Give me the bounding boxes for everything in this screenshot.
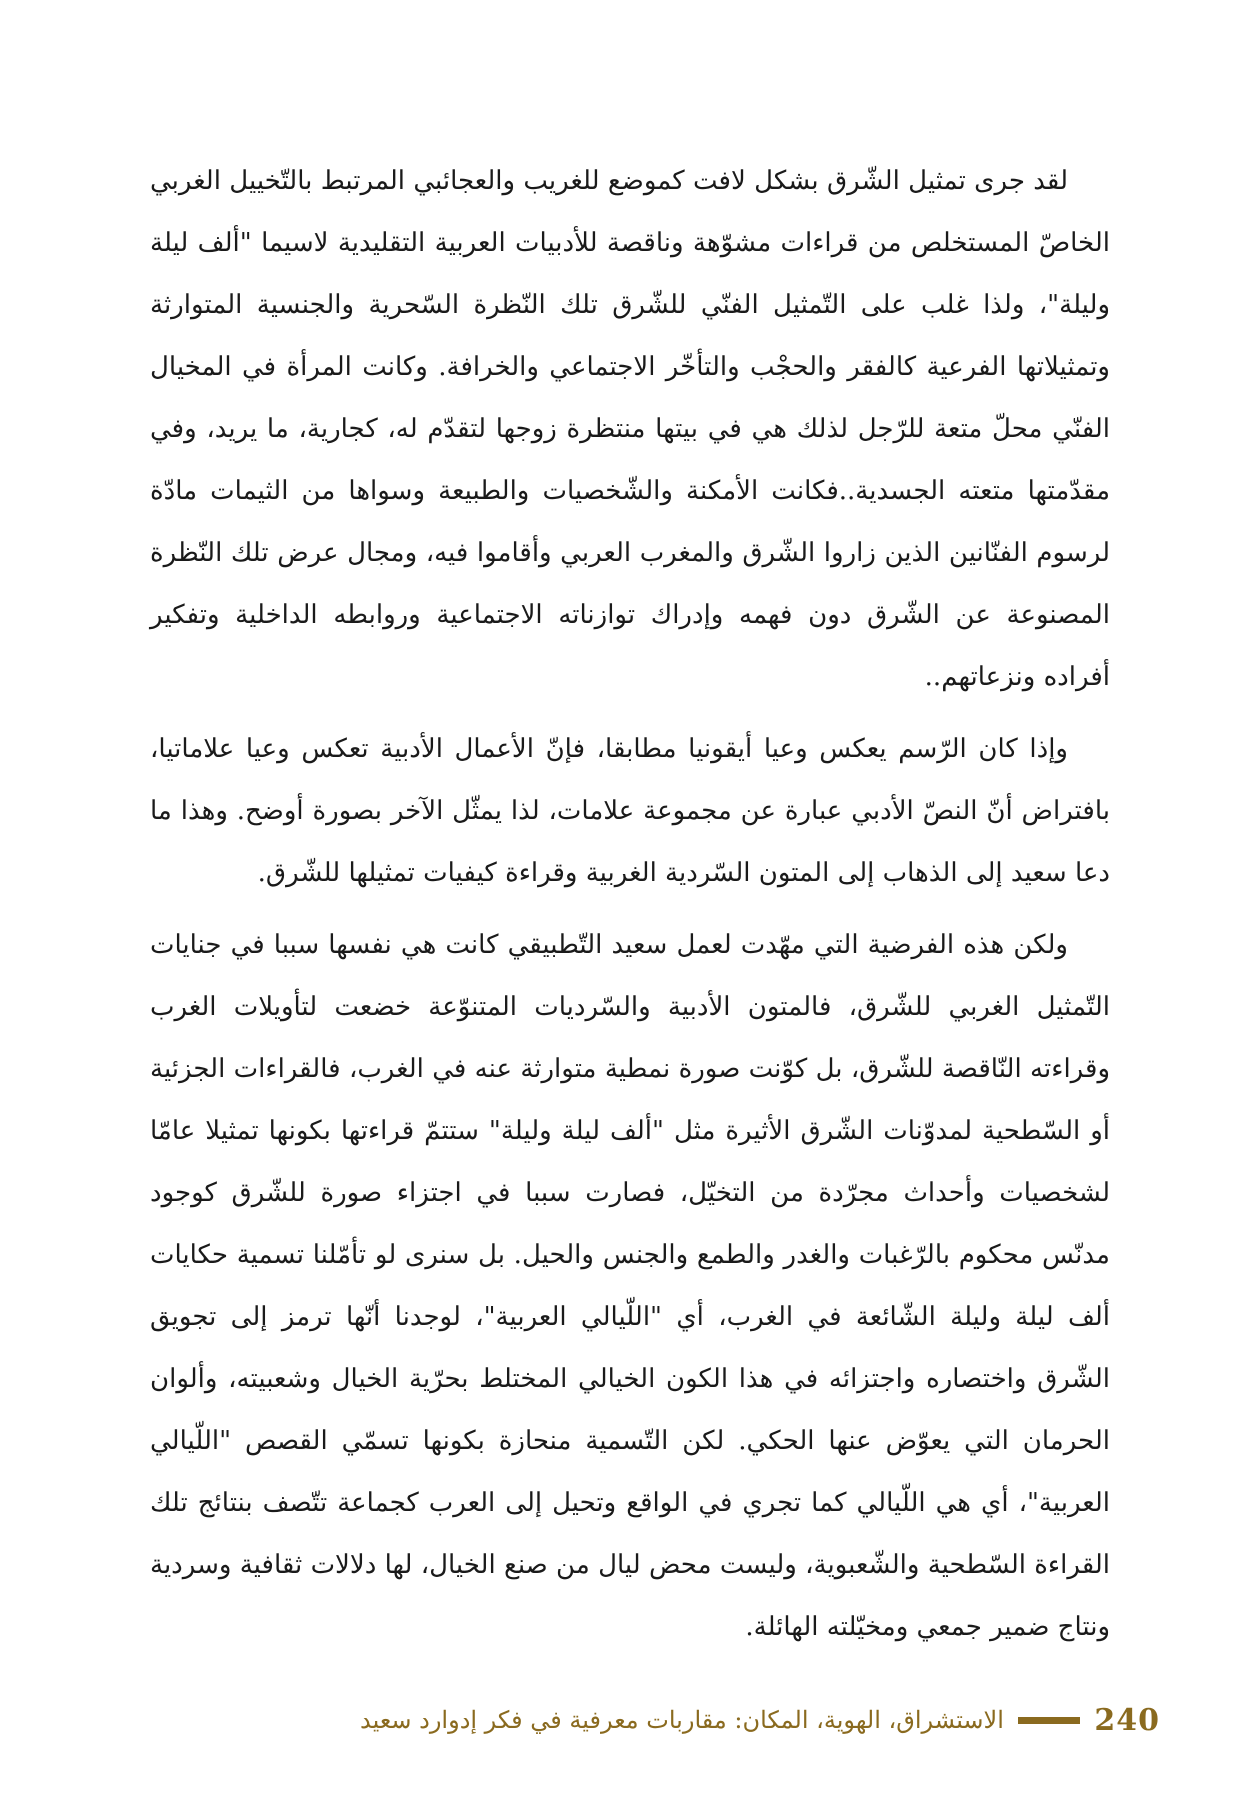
paragraph-1: لقد جرى تمثيل الشّرق بشكل لافت كموضع للغريب والعجائبي المرتبط بالتّخييل الغربي الخاصّ المستخلص من قراءات مشوّهة وناقصة للأدبيات العربية التقليدية لاسيما "ألف ليلة وليلة"، ولذا غلب على التّمثيل الفنّي للشّرق تلك النّظرة السّحرية والجنسية المتوارثة وتمثيلاتها الفرعية كالفقر والحجْب والتأخّر الاجتماعي والخرافة. وكانت المرأة في المخيال الفنّي محلّ متعة للرّجل لذلك هي في بيتها منتظرة زوجها لتقدّم له، كجارية، ما يريد، وفي مقدّمتها متعته الجسدية..فكانت الأمكنة والشّخصيات والطبيعة وسواها من الثيمات مادّة لرسوم الفنّانين الذين زاروا الشّرق والمغرب العربي وأقاموا فيه، ومجال عرض تلك النّظرة المصنوعة عن الشّرق دون فهمه وإدراك توازناته الاجتماعية وروابطه الداخلية وتفكير أفراده ونزعاتهم.. [150, 166, 1110, 692]
body-text [150, 150, 1110, 1668]
footer-divider [1018, 1717, 1080, 1724]
running-title: الاستشراق، الهوية، المكان: مقاربات معرفية في فكر إدوارد سعيد [360, 1706, 1004, 1734]
page-footer [360, 1690, 1160, 1750]
paragraph-3: ولكن هذه الفرضية التي مهّدت لعمل سعيد التّطبيقي كانت هي نفسها سببا في جنايات التّمثيل الغربي للشّرق، فالمتون الأدبية والسّرديات المتنوّعة خضعت لتأويلات الغرب وقراءته النّاقصة للشّرق، بل كوّنت صورة نمطية متوارثة عنه في الغرب، فالقراءات الجزئية أو السّطحية لمدوّنات الشّرق الأثيرة مثل "ألف ليلة وليلة" ستتمّ قراءتها بكونها تمثيلا عامّا لشخصيات وأحداث مجرّدة من التخيّل، فصارت سببا في اجتزاء صورة للشّرق كوجود مدنّس محكوم بالرّغبات والغدر والطمع والجنس والحيل. بل سنرى لو تأمّلنا تسمية حكايات ألف ليلة وليلة الشّائعة في الغرب، أي "اللّيالي العربية"، لوجدنا أنّها ترمز إلى تجويق الشّرق واختصاره واجتزائه في هذا الكون الخيالي المختلط بحرّية الخيال وشعبيته، وألوان الحرمان التي يعوّض عنها الحكي. لكن التّسمية منحازة بكونها تسمّي القصص "اللّيالي العربية"، أي هي اللّيالي كما تجري في الواقع وتحيل إلى العرب كجماعة تتّصف بنتائج تلك القراءة السّطحية والشّعبوية، وليست محض ليال من صنع الخيال، لها دلالات ثقافية وسردية ونتاج ضمير جمعي ومخيّلته الهائلة. [150, 930, 1110, 1642]
paragraph-2: وإذا كان الرّسم يعكس وعيا أيقونيا مطابقا، فإنّ الأعمال الأدبية تعكس وعيا علاماتيا، بافتراض أنّ النصّ الأدبي عبارة عن مجموعة علامات، لذا يمثّل الآخر بصورة أوضح. وهذا ما دعا سعيد إلى الذهاب إلى المتون السّردية الغربية وقراءة كيفيات تمثيلها للشّرق. [150, 734, 1110, 888]
page-number: 240 [1094, 1702, 1160, 1738]
